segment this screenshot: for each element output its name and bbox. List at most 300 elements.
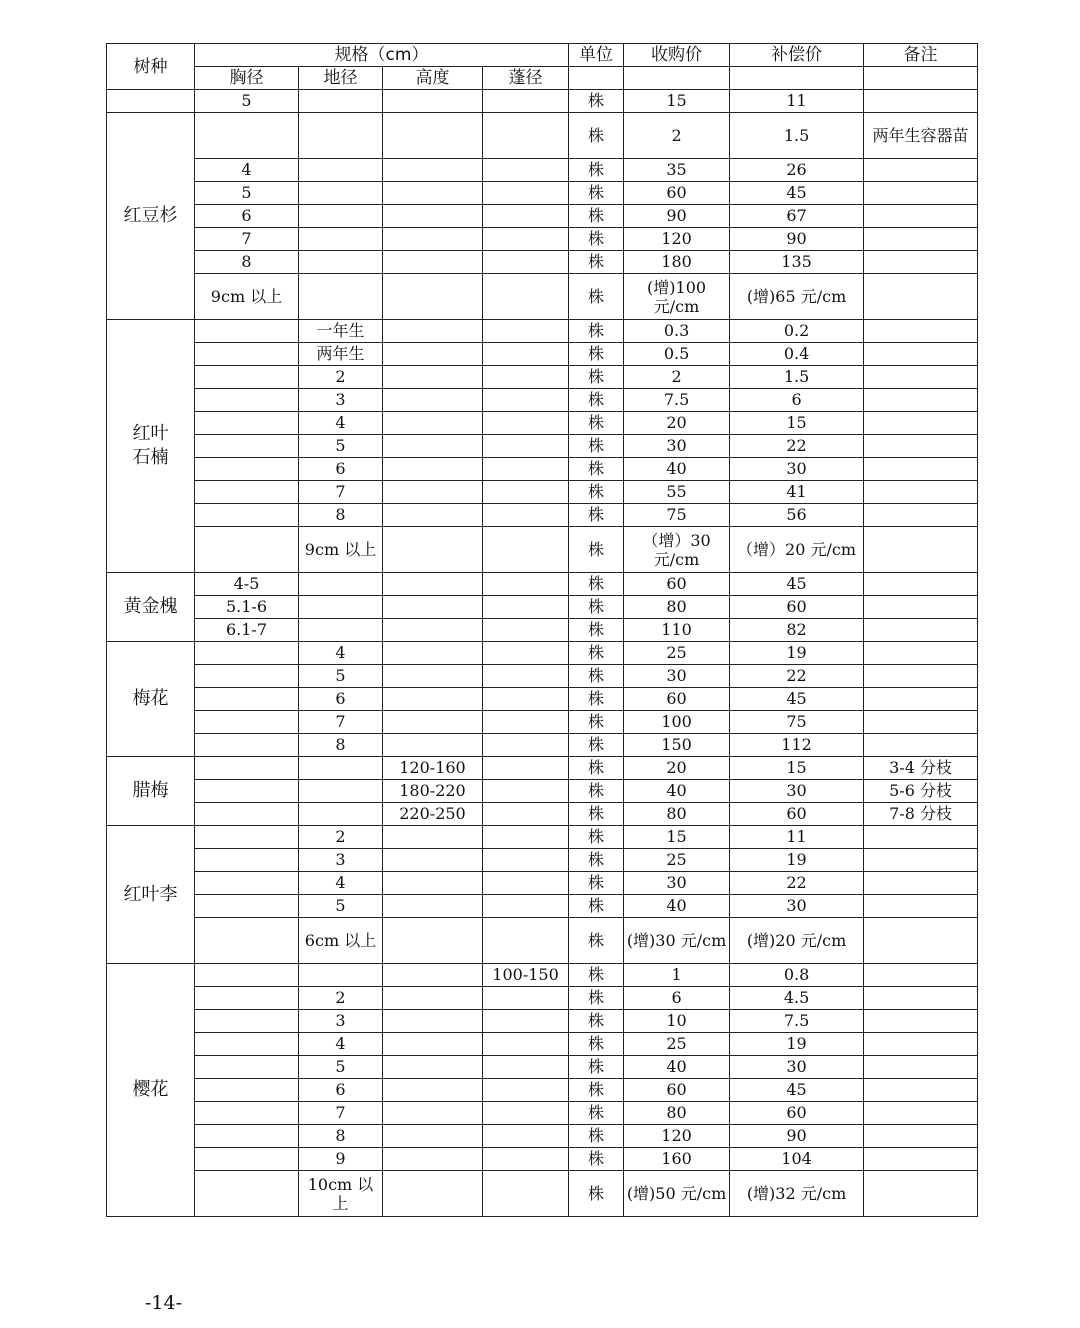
header-spec-group: 规格（cm） [195, 44, 569, 67]
compensation-price-cell: 6 [730, 389, 864, 412]
unit-cell: 株 [569, 573, 624, 596]
ground-diameter-cell [299, 113, 383, 159]
chest-diameter-cell: 4 [195, 159, 299, 182]
purchase-price-cell: (增)50 元/cm [624, 1171, 730, 1217]
crown-diameter-cell [483, 182, 569, 205]
chest-diameter-cell [195, 688, 299, 711]
table-row [107, 665, 978, 688]
remark-cell: 两年生容器苗 [864, 113, 978, 159]
chest-diameter-cell [195, 757, 299, 780]
table-row [107, 642, 978, 665]
species-cell: 红豆杉 [107, 113, 195, 320]
ground-diameter-cell [299, 251, 383, 274]
ground-diameter-cell [299, 274, 383, 320]
height-cell [383, 964, 483, 987]
remark-cell [864, 964, 978, 987]
crown-diameter-cell [483, 826, 569, 849]
purchase-price-cell: 15 [624, 90, 730, 113]
purchase-price-cell: 20 [624, 412, 730, 435]
purchase-price-cell: 110 [624, 619, 730, 642]
purchase-price-cell: (增)30 元/cm [624, 918, 730, 964]
height-cell [383, 734, 483, 757]
purchase-price-cell: 60 [624, 1079, 730, 1102]
height-cell [383, 619, 483, 642]
remark-cell [864, 228, 978, 251]
remark-cell [864, 159, 978, 182]
height-cell [383, 1171, 483, 1217]
remark-cell [864, 274, 978, 320]
unit-cell: 株 [569, 918, 624, 964]
crown-diameter-cell [483, 435, 569, 458]
header-row [107, 44, 978, 67]
height-cell [383, 826, 483, 849]
crown-diameter-cell [483, 918, 569, 964]
crown-diameter-cell [483, 849, 569, 872]
remark-cell: 7-8 分枝 [864, 803, 978, 826]
remark-cell [864, 619, 978, 642]
height-cell [383, 159, 483, 182]
table-row [107, 1056, 978, 1079]
ground-diameter-cell [299, 780, 383, 803]
unit-cell: 株 [569, 228, 624, 251]
compensation-price-cell: 15 [730, 757, 864, 780]
chest-diameter-cell: 5.1-6 [195, 596, 299, 619]
compensation-price-cell: 135 [730, 251, 864, 274]
table-row [107, 573, 978, 596]
purchase-price-cell: 40 [624, 780, 730, 803]
purchase-price-cell: 7.5 [624, 389, 730, 412]
table-row [107, 527, 978, 573]
purchase-price-cell: 0.3 [624, 320, 730, 343]
ground-diameter-cell [299, 596, 383, 619]
unit-cell: 株 [569, 1148, 624, 1171]
unit-cell: 株 [569, 435, 624, 458]
price-table [106, 43, 978, 1217]
height-cell: 120-160 [383, 757, 483, 780]
species-cell: 红叶李 [107, 826, 195, 964]
chest-diameter-cell [195, 481, 299, 504]
height-cell [383, 711, 483, 734]
chest-diameter-cell [195, 918, 299, 964]
purchase-price-cell: 25 [624, 642, 730, 665]
unit-cell: 株 [569, 688, 624, 711]
remark-cell [864, 665, 978, 688]
header-purchase-blank [624, 67, 730, 90]
crown-diameter-cell [483, 1102, 569, 1125]
ground-diameter-cell [299, 205, 383, 228]
purchase-price-cell: 60 [624, 573, 730, 596]
crown-diameter-cell [483, 412, 569, 435]
compensation-price-cell: 82 [730, 619, 864, 642]
table-row [107, 1010, 978, 1033]
height-cell [383, 343, 483, 366]
crown-diameter-cell [483, 159, 569, 182]
unit-cell: 株 [569, 481, 624, 504]
ground-diameter-cell [299, 803, 383, 826]
compensation-price-cell: 60 [730, 803, 864, 826]
unit-cell: 株 [569, 619, 624, 642]
height-cell [383, 1148, 483, 1171]
chest-diameter-cell [195, 1079, 299, 1102]
ground-diameter-cell: 9cm 以上 [299, 527, 383, 573]
crown-diameter-cell [483, 1148, 569, 1171]
species-cell: 梅花 [107, 642, 195, 757]
unit-cell: 株 [569, 90, 624, 113]
crown-diameter-cell [483, 458, 569, 481]
ground-diameter-cell [299, 964, 383, 987]
compensation-price-cell: 0.8 [730, 964, 864, 987]
ground-diameter-cell: 3 [299, 1010, 383, 1033]
compensation-price-cell: 22 [730, 435, 864, 458]
compensation-price-cell: 19 [730, 642, 864, 665]
crown-diameter-cell [483, 251, 569, 274]
chest-diameter-cell [195, 412, 299, 435]
remark-cell [864, 918, 978, 964]
unit-cell: 株 [569, 1102, 624, 1125]
ground-diameter-cell: 2 [299, 366, 383, 389]
purchase-price-cell: 80 [624, 803, 730, 826]
chest-diameter-cell [195, 734, 299, 757]
compensation-price-cell: 45 [730, 688, 864, 711]
remark-cell [864, 987, 978, 1010]
compensation-price-cell: 26 [730, 159, 864, 182]
crown-diameter-cell [483, 366, 569, 389]
ground-diameter-cell: 9 [299, 1148, 383, 1171]
remark-cell [864, 895, 978, 918]
table-row [107, 1102, 978, 1125]
purchase-price-cell: 40 [624, 1056, 730, 1079]
unit-cell: 株 [569, 366, 624, 389]
crown-diameter-cell [483, 228, 569, 251]
crown-diameter-cell [483, 481, 569, 504]
compensation-price-cell: 60 [730, 596, 864, 619]
ground-diameter-cell: 5 [299, 1056, 383, 1079]
purchase-price-cell: 30 [624, 872, 730, 895]
compensation-price-cell: 45 [730, 573, 864, 596]
chest-diameter-cell: 4-5 [195, 573, 299, 596]
chest-diameter-cell [195, 1148, 299, 1171]
remark-cell [864, 872, 978, 895]
header-ground-diameter: 地径 [299, 67, 383, 90]
ground-diameter-cell: 一年生 [299, 320, 383, 343]
table-row [107, 320, 978, 343]
compensation-price-cell: 75 [730, 711, 864, 734]
header-purchase-price: 收购价 [624, 44, 730, 67]
remark-cell [864, 527, 978, 573]
purchase-price-cell: 35 [624, 159, 730, 182]
compensation-price-cell: 15 [730, 412, 864, 435]
remark-cell: 3-4 分枝 [864, 757, 978, 780]
purchase-price-cell: 60 [624, 688, 730, 711]
compensation-price-cell: 22 [730, 872, 864, 895]
compensation-price-cell: 11 [730, 826, 864, 849]
remark-cell [864, 1125, 978, 1148]
purchase-price-cell: 90 [624, 205, 730, 228]
header-compensation-price: 补偿价 [730, 44, 864, 67]
ground-diameter-cell: 8 [299, 1125, 383, 1148]
chest-diameter-cell [195, 1171, 299, 1217]
crown-diameter-cell [483, 688, 569, 711]
table-row [107, 389, 978, 412]
chest-diameter-cell [195, 113, 299, 159]
purchase-price-cell: 2 [624, 366, 730, 389]
ground-diameter-cell: 6 [299, 688, 383, 711]
table-body [107, 44, 978, 1217]
ground-diameter-cell: 3 [299, 389, 383, 412]
chest-diameter-cell: 7 [195, 228, 299, 251]
unit-cell: 株 [569, 1125, 624, 1148]
height-cell [383, 573, 483, 596]
unit-cell: 株 [569, 757, 624, 780]
height-cell [383, 228, 483, 251]
compensation-price-cell: 4.5 [730, 987, 864, 1010]
purchase-price-cell: 30 [624, 435, 730, 458]
height-cell [383, 205, 483, 228]
purchase-price-cell: 60 [624, 182, 730, 205]
chest-diameter-cell [195, 389, 299, 412]
height-cell [383, 527, 483, 573]
subheader-row [107, 67, 978, 90]
remark-cell [864, 320, 978, 343]
ground-diameter-cell: 8 [299, 734, 383, 757]
crown-diameter-cell [483, 757, 569, 780]
compensation-price-cell: 30 [730, 895, 864, 918]
height-cell [383, 1079, 483, 1102]
ground-diameter-cell: 4 [299, 1033, 383, 1056]
table-row [107, 1148, 978, 1171]
crown-diameter-cell [483, 872, 569, 895]
unit-cell: 株 [569, 665, 624, 688]
header-unit-blank [569, 67, 624, 90]
remark-cell [864, 458, 978, 481]
unit-cell: 株 [569, 504, 624, 527]
height-cell [383, 320, 483, 343]
crown-diameter-cell [483, 1033, 569, 1056]
ground-diameter-cell: 4 [299, 412, 383, 435]
remark-cell [864, 389, 978, 412]
unit-cell: 株 [569, 803, 624, 826]
table-row [107, 251, 978, 274]
height-cell [383, 849, 483, 872]
species-cell: 黄金槐 [107, 573, 195, 642]
remark-cell [864, 182, 978, 205]
unit-cell: 株 [569, 412, 624, 435]
crown-diameter-cell [483, 987, 569, 1010]
purchase-price-cell: 80 [624, 1102, 730, 1125]
crown-diameter-cell [483, 734, 569, 757]
table-row [107, 228, 978, 251]
remark-cell [864, 1056, 978, 1079]
crown-diameter-cell [483, 803, 569, 826]
ground-diameter-cell: 3 [299, 849, 383, 872]
crown-diameter-cell [483, 711, 569, 734]
purchase-price-cell: 0.5 [624, 343, 730, 366]
ground-diameter-cell: 2 [299, 826, 383, 849]
unit-cell: 株 [569, 527, 624, 573]
compensation-price-cell: 41 [730, 481, 864, 504]
height-cell [383, 251, 483, 274]
compensation-price-cell: （增）20 元/cm [730, 527, 864, 573]
compensation-price-cell: 1.5 [730, 113, 864, 159]
unit-cell: 株 [569, 274, 624, 320]
ground-diameter-cell [299, 90, 383, 113]
chest-diameter-cell: 6.1-7 [195, 619, 299, 642]
unit-cell: 株 [569, 826, 624, 849]
purchase-price-cell: （增）30 元/cm [624, 527, 730, 573]
header-crown-diameter: 蓬径 [483, 67, 569, 90]
crown-diameter-cell [483, 205, 569, 228]
compensation-price-cell: 60 [730, 1102, 864, 1125]
table-row [107, 1125, 978, 1148]
chest-diameter-cell: 6 [195, 205, 299, 228]
compensation-price-cell: 11 [730, 90, 864, 113]
species-cell [107, 90, 195, 113]
table-row [107, 481, 978, 504]
chest-diameter-cell [195, 895, 299, 918]
ground-diameter-cell: 8 [299, 504, 383, 527]
unit-cell: 株 [569, 1056, 624, 1079]
table-row [107, 619, 978, 642]
table-row [107, 803, 978, 826]
purchase-price-cell: 120 [624, 228, 730, 251]
ground-diameter-cell: 5 [299, 895, 383, 918]
unit-cell: 株 [569, 251, 624, 274]
height-cell [383, 1010, 483, 1033]
crown-diameter-cell [483, 274, 569, 320]
compensation-price-cell: 45 [730, 182, 864, 205]
height-cell [383, 872, 483, 895]
height-cell [383, 182, 483, 205]
purchase-price-cell: 160 [624, 1148, 730, 1171]
compensation-price-cell: 112 [730, 734, 864, 757]
purchase-price-cell: 2 [624, 113, 730, 159]
ground-diameter-cell: 6cm 以上 [299, 918, 383, 964]
table-row [107, 849, 978, 872]
remark-cell [864, 826, 978, 849]
chest-diameter-cell [195, 1125, 299, 1148]
chest-diameter-cell [195, 1056, 299, 1079]
compensation-price-cell: 30 [730, 780, 864, 803]
chest-diameter-cell [195, 458, 299, 481]
unit-cell: 株 [569, 205, 624, 228]
crown-diameter-cell: 100-150 [483, 964, 569, 987]
compensation-price-cell: (增)65 元/cm [730, 274, 864, 320]
crown-diameter-cell [483, 665, 569, 688]
table-row [107, 1171, 978, 1217]
crown-diameter-cell [483, 389, 569, 412]
table-row [107, 872, 978, 895]
chest-diameter-cell [195, 849, 299, 872]
chest-diameter-cell [195, 872, 299, 895]
purchase-price-cell: 75 [624, 504, 730, 527]
chest-diameter-cell [195, 527, 299, 573]
ground-diameter-cell [299, 182, 383, 205]
table-row [107, 987, 978, 1010]
table-row [107, 504, 978, 527]
height-cell [383, 389, 483, 412]
table-row [107, 596, 978, 619]
ground-diameter-cell: 6 [299, 1079, 383, 1102]
purchase-price-cell: 120 [624, 1125, 730, 1148]
compensation-price-cell: 56 [730, 504, 864, 527]
compensation-price-cell: 1.5 [730, 366, 864, 389]
height-cell [383, 596, 483, 619]
crown-diameter-cell [483, 1125, 569, 1148]
height-cell [383, 1056, 483, 1079]
unit-cell: 株 [569, 182, 624, 205]
unit-cell: 株 [569, 389, 624, 412]
table-row [107, 366, 978, 389]
header-species: 树种 [107, 44, 195, 90]
chest-diameter-cell [195, 780, 299, 803]
compensation-price-cell: 7.5 [730, 1010, 864, 1033]
remark-cell [864, 435, 978, 458]
ground-diameter-cell [299, 159, 383, 182]
unit-cell: 株 [569, 320, 624, 343]
page-number: -14- [145, 1292, 183, 1314]
purchase-price-cell: 1 [624, 964, 730, 987]
unit-cell: 株 [569, 711, 624, 734]
remark-cell [864, 596, 978, 619]
crown-diameter-cell [483, 895, 569, 918]
unit-cell: 株 [569, 458, 624, 481]
remark-cell [864, 251, 978, 274]
compensation-price-cell: 30 [730, 458, 864, 481]
compensation-price-cell: 45 [730, 1079, 864, 1102]
compensation-price-cell: (增)32 元/cm [730, 1171, 864, 1217]
height-cell [383, 918, 483, 964]
crown-diameter-cell [483, 619, 569, 642]
ground-diameter-cell: 6 [299, 458, 383, 481]
ground-diameter-cell: 4 [299, 872, 383, 895]
purchase-price-cell: 55 [624, 481, 730, 504]
chest-diameter-cell [195, 711, 299, 734]
height-cell [383, 481, 483, 504]
purchase-price-cell: 15 [624, 826, 730, 849]
compensation-price-cell: 104 [730, 1148, 864, 1171]
unit-cell: 株 [569, 596, 624, 619]
unit-cell: 株 [569, 895, 624, 918]
species-cell: 樱花 [107, 964, 195, 1217]
chest-diameter-cell [195, 343, 299, 366]
height-cell [383, 504, 483, 527]
crown-diameter-cell [483, 1171, 569, 1217]
remark-cell [864, 688, 978, 711]
crown-diameter-cell [483, 1079, 569, 1102]
compensation-price-cell: 19 [730, 1033, 864, 1056]
compensation-price-cell: 22 [730, 665, 864, 688]
crown-diameter-cell [483, 1010, 569, 1033]
chest-diameter-cell [195, 1010, 299, 1033]
species-cell: 红叶 石楠 [107, 320, 195, 573]
table-row [107, 964, 978, 987]
purchase-price-cell: 10 [624, 1010, 730, 1033]
chest-diameter-cell [195, 1033, 299, 1056]
table-row [107, 205, 978, 228]
table-row [107, 711, 978, 734]
purchase-price-cell: 25 [624, 849, 730, 872]
header-height: 高度 [383, 67, 483, 90]
unit-cell: 株 [569, 872, 624, 895]
purchase-price-cell: 25 [624, 1033, 730, 1056]
height-cell: 180-220 [383, 780, 483, 803]
compensation-price-cell: (增)20 元/cm [730, 918, 864, 964]
height-cell [383, 665, 483, 688]
purchase-price-cell: 180 [624, 251, 730, 274]
species-cell: 腊梅 [107, 757, 195, 826]
chest-diameter-cell [195, 320, 299, 343]
table-row [107, 688, 978, 711]
